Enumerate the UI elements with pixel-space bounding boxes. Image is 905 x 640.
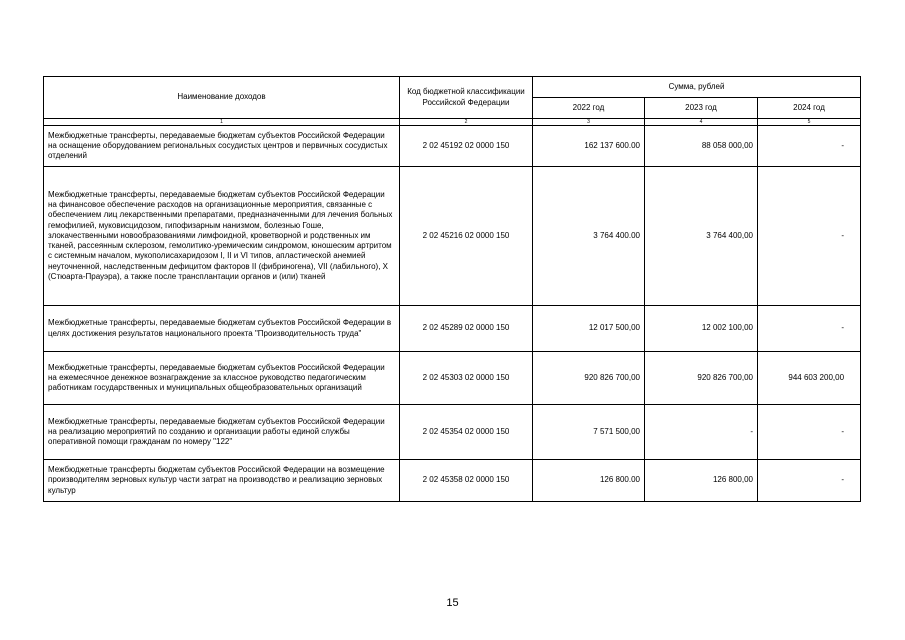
row-name: Межбюджетные трансферты, передаваемые бюджетам субъектов Российской Федерации на ежемесячное денежное вознаграждение за классное руководство педагогическим работникам государственных и муниципальных общеобразовательных организаций (44, 352, 400, 405)
row-amount-2022: 12 017 500,00 (533, 306, 645, 352)
row-amount-2023: 920 826 700,00 (645, 352, 758, 405)
row-name: Межбюджетные трансферты бюджетам субъектов Российской Федерации на возмещение производителям зерновых культур части затрат на производство и реализацию зерновых культур (44, 460, 400, 502)
table-row (44, 352, 861, 405)
table-row (44, 306, 861, 352)
row-name: Межбюджетные трансферты, передаваемые бюджетам субъектов Российской Федерации на реализацию мероприятий по созданию и организации работы единой службы оперативной помощи гражданам по номеру "122" (44, 405, 400, 460)
row-amount-2024: - (758, 460, 861, 502)
row-amount-2022: 126 800.00 (533, 460, 645, 502)
revenue-table (43, 76, 861, 502)
page-number: 15 (446, 597, 459, 609)
row-amount-2024: - (758, 167, 861, 306)
row-amount-2023: 12 002 100,00 (645, 306, 758, 352)
row-name: Межбюджетные трансферты, передаваемые бюджетам субъектов Российской Федерации на оснащение оборудованием региональных сосудистых центров и первичных сосудистых отделений (44, 126, 400, 167)
row-name: Межбюджетные трансферты, передаваемые бюджетам субъектов Российской Федерации на финансовое обеспечение расходов на организационные мероприятия, связанные с обеспечением лиц лекарственными препаратами, предназначенными для лечения больных гемофилией, муковисцидозом, гипофизарным нанизмом, болезнью Гоше, злокачественными новообразованиями лимфоидной, кроветворной и родственных им тканей, рассеянным склерозом, гемолитико-уремическим синдромом, юношеским артритом с системным началом, мукополисахаридозом I, II и VI типов, апластической анемией неуточненной, наследственным дефицитом факторов II (фибриногена), VII (лабильного), X (Стюарта-Прауэра), а также после трансплантации органов и (или) тканей (44, 167, 400, 306)
row-amount-2024: - (758, 306, 861, 352)
header-name: Наименование доходов (44, 77, 400, 119)
row-amount-2022: 7 571 500,00 (533, 405, 645, 460)
header-row (44, 77, 861, 98)
table-row (44, 167, 861, 306)
row-amount-2023: - (645, 405, 758, 460)
header-year-2024: 2024 год (758, 98, 861, 119)
row-amount-2024: - (758, 126, 861, 167)
column-number: 4 (645, 119, 758, 126)
column-number: 5 (758, 119, 861, 126)
row-amount-2024: - (758, 405, 861, 460)
header-sum: Сумма, рублей (533, 77, 861, 98)
row-code: 2 02 45303 02 0000 150 (400, 352, 533, 405)
row-amount-2023: 126 800,00 (645, 460, 758, 502)
row-amount-2022: 162 137 600.00 (533, 126, 645, 167)
header-year-2023: 2023 год (645, 98, 758, 119)
row-code: 2 02 45354 02 0000 150 (400, 405, 533, 460)
header-year-2022: 2022 год (533, 98, 645, 119)
column-number-row (44, 119, 861, 126)
row-code: 2 02 45358 02 0000 150 (400, 460, 533, 502)
row-code: 2 02 45192 02 0000 150 (400, 126, 533, 167)
row-amount-2023: 3 764 400,00 (645, 167, 758, 306)
row-amount-2024: 944 603 200,00 (758, 352, 861, 405)
column-number: 1 (44, 119, 400, 126)
row-name: Межбюджетные трансферты, передаваемые бюджетам субъектов Российской Федерации в целях достижения результатов национального проекта "Производительность труда" (44, 306, 400, 352)
column-number: 3 (533, 119, 645, 126)
table-row (44, 126, 861, 167)
row-amount-2022: 3 764 400.00 (533, 167, 645, 306)
column-number: 2 (400, 119, 533, 126)
row-code: 2 02 45216 02 0000 150 (400, 167, 533, 306)
header-code: Код бюджетной классификации Российской Федерации (400, 77, 533, 119)
row-code: 2 02 45289 02 0000 150 (400, 306, 533, 352)
table-row (44, 405, 861, 460)
row-amount-2023: 88 058 000,00 (645, 126, 758, 167)
table-row (44, 460, 861, 502)
row-amount-2022: 920 826 700,00 (533, 352, 645, 405)
